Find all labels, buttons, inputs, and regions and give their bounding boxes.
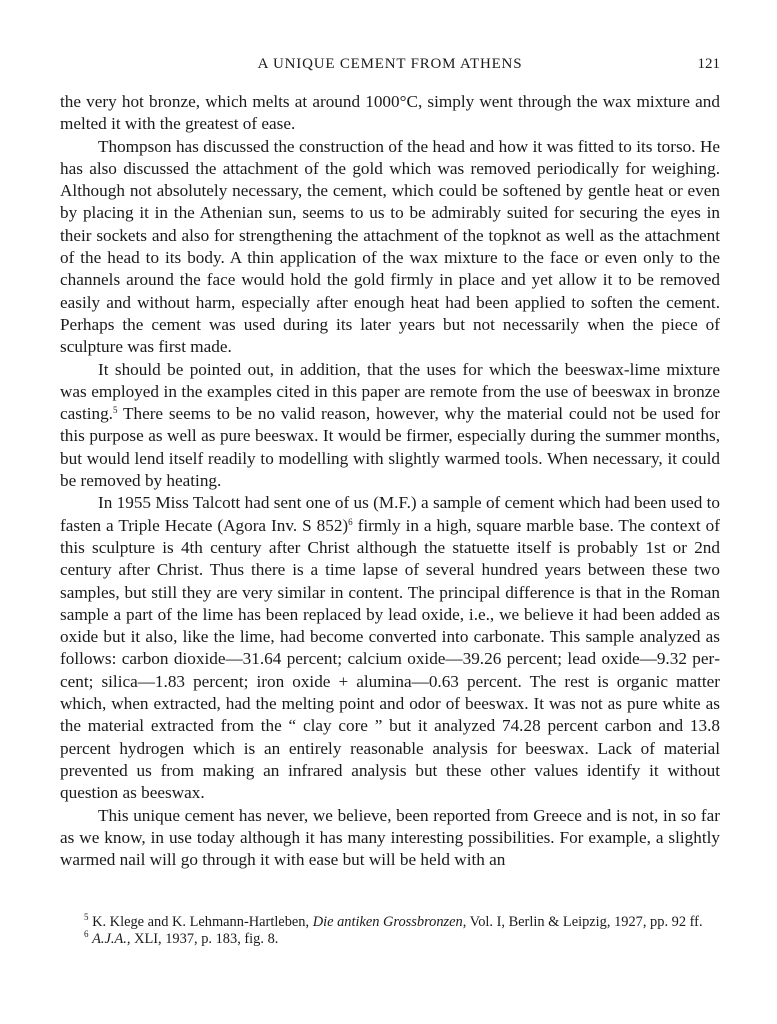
paragraph-text: There seems to be no valid reason, however, why the material could not be used for this purpose as well as pure beeswax. It would be firmer, especially during the summer months, but would lend itself readily to modelling with slightly warmed tools. When necessary, it could be removed by heating. xyxy=(60,404,720,491)
page-number: 121 xyxy=(697,56,720,72)
footnote-reference: 5 xyxy=(112,405,118,416)
footnote-6 xyxy=(60,931,720,948)
body-text xyxy=(60,91,720,871)
paragraph-beeswax-uses xyxy=(60,359,720,493)
footnote-text: K. Klege and K. Lehmann-Hartleben, xyxy=(88,914,313,930)
footnote-title: Die antiken Grossbronzen xyxy=(312,914,463,930)
running-title: A UNIQUE CEMENT FROM ATHENS xyxy=(257,56,523,72)
footnote-text: , Vol. I, Berlin & Leipzig, 1927, pp. 92 ff. xyxy=(462,914,703,930)
paragraph-text: the very hot bronze, which melts at around 1000°C, simply went through the wax mixture and melted it with the greatest of ease. xyxy=(60,92,720,134)
footnote-reference: 6 xyxy=(348,516,353,527)
footnote-text: , XLI, 1937, p. 183, fig. 8. xyxy=(126,931,279,947)
footnote-marker: 6 xyxy=(84,929,89,939)
footnote-marker: 5 xyxy=(84,912,89,922)
paragraph-text: In 1955 Miss Talcott had sent one of us (M.F.) a sample of cement which had been used to fasten a Triple Hecate (Agora Inv. S 852) xyxy=(60,493,720,535)
paragraph-text: firmly in a high, square marble base. The context of this sculpture is 4th century after Christ although the statuette itself is probably 1st or 2nd century after Christ. Thus there is a time lapse of several hundred years between these two samples, but still they are very similar in content. The principal difference is that in the Roman sample a part of the lime has been replaced by lead oxide, i.e., we believe it had been added as oxide but it also, like the lime, had become converted into carbonate. This sample analyzed as follows: carbon dioxide—31.64 percent; calcium oxide—39.26 percent; lead oxide—9.32 percent; silica—1.83 percent; iron oxide + alumina—0.63 percent. The rest is organic matter which, when extracted, had the melting point and odor of beeswax. It was not as pure white as the material extracted from the “ clay core ” but it analyzed 74.28 percent carbon and 13.8 percent hydrogen which is an entirely reasonable analysis for beeswax. Lack of material prevented us from making an infrared analysis but these other values identify it without question as beeswax. xyxy=(60,515,721,803)
footnote-5 xyxy=(60,914,720,931)
paragraph-text: This unique cement has never, we believe, been reported from Greece and is not, in so far as we know, in use today although it has many interesting possibilities. For example, a slightly warmed nail will go through it with ease but will be held with an xyxy=(60,805,720,870)
paragraph-continued xyxy=(60,91,720,136)
footnote-journal: A.J.A. xyxy=(92,931,127,947)
paragraph-talcott-sample xyxy=(60,492,720,804)
paragraph-thompson xyxy=(60,136,720,359)
footnotes xyxy=(60,914,720,948)
paragraph-text: Thompson has discussed the construction of the head and how it was fitted to its torso. He has also discussed the attachment of the gold which was removed periodically for weighing. Although not absolutely necessary, the cement, which could be softened by gentle heat or even by placing it in the Athenian sun, seems to us to be admirably suited for securing the eyes in their sockets and also for strengthening the attachment of the topknot as well as the attachment of the head to its body. A thin application of the wax mixture to the face or even only to the channels around the face would hold the gold firmly in place and yet allow it to be removed easily and without harm, especially after enough heat had been applied to soften the cement. Perhaps the cement was used during its later years but not necessarily when the piece of sculpture was first made. xyxy=(60,136,720,357)
paragraph-unique-cement xyxy=(60,805,720,872)
paragraph-text: It should be pointed out, in addition, that the uses for which the beeswax-lime mixture was employed in the examples cited in this paper are remote from the use of beeswax in bronze casting. xyxy=(60,359,720,424)
running-header xyxy=(60,56,720,78)
